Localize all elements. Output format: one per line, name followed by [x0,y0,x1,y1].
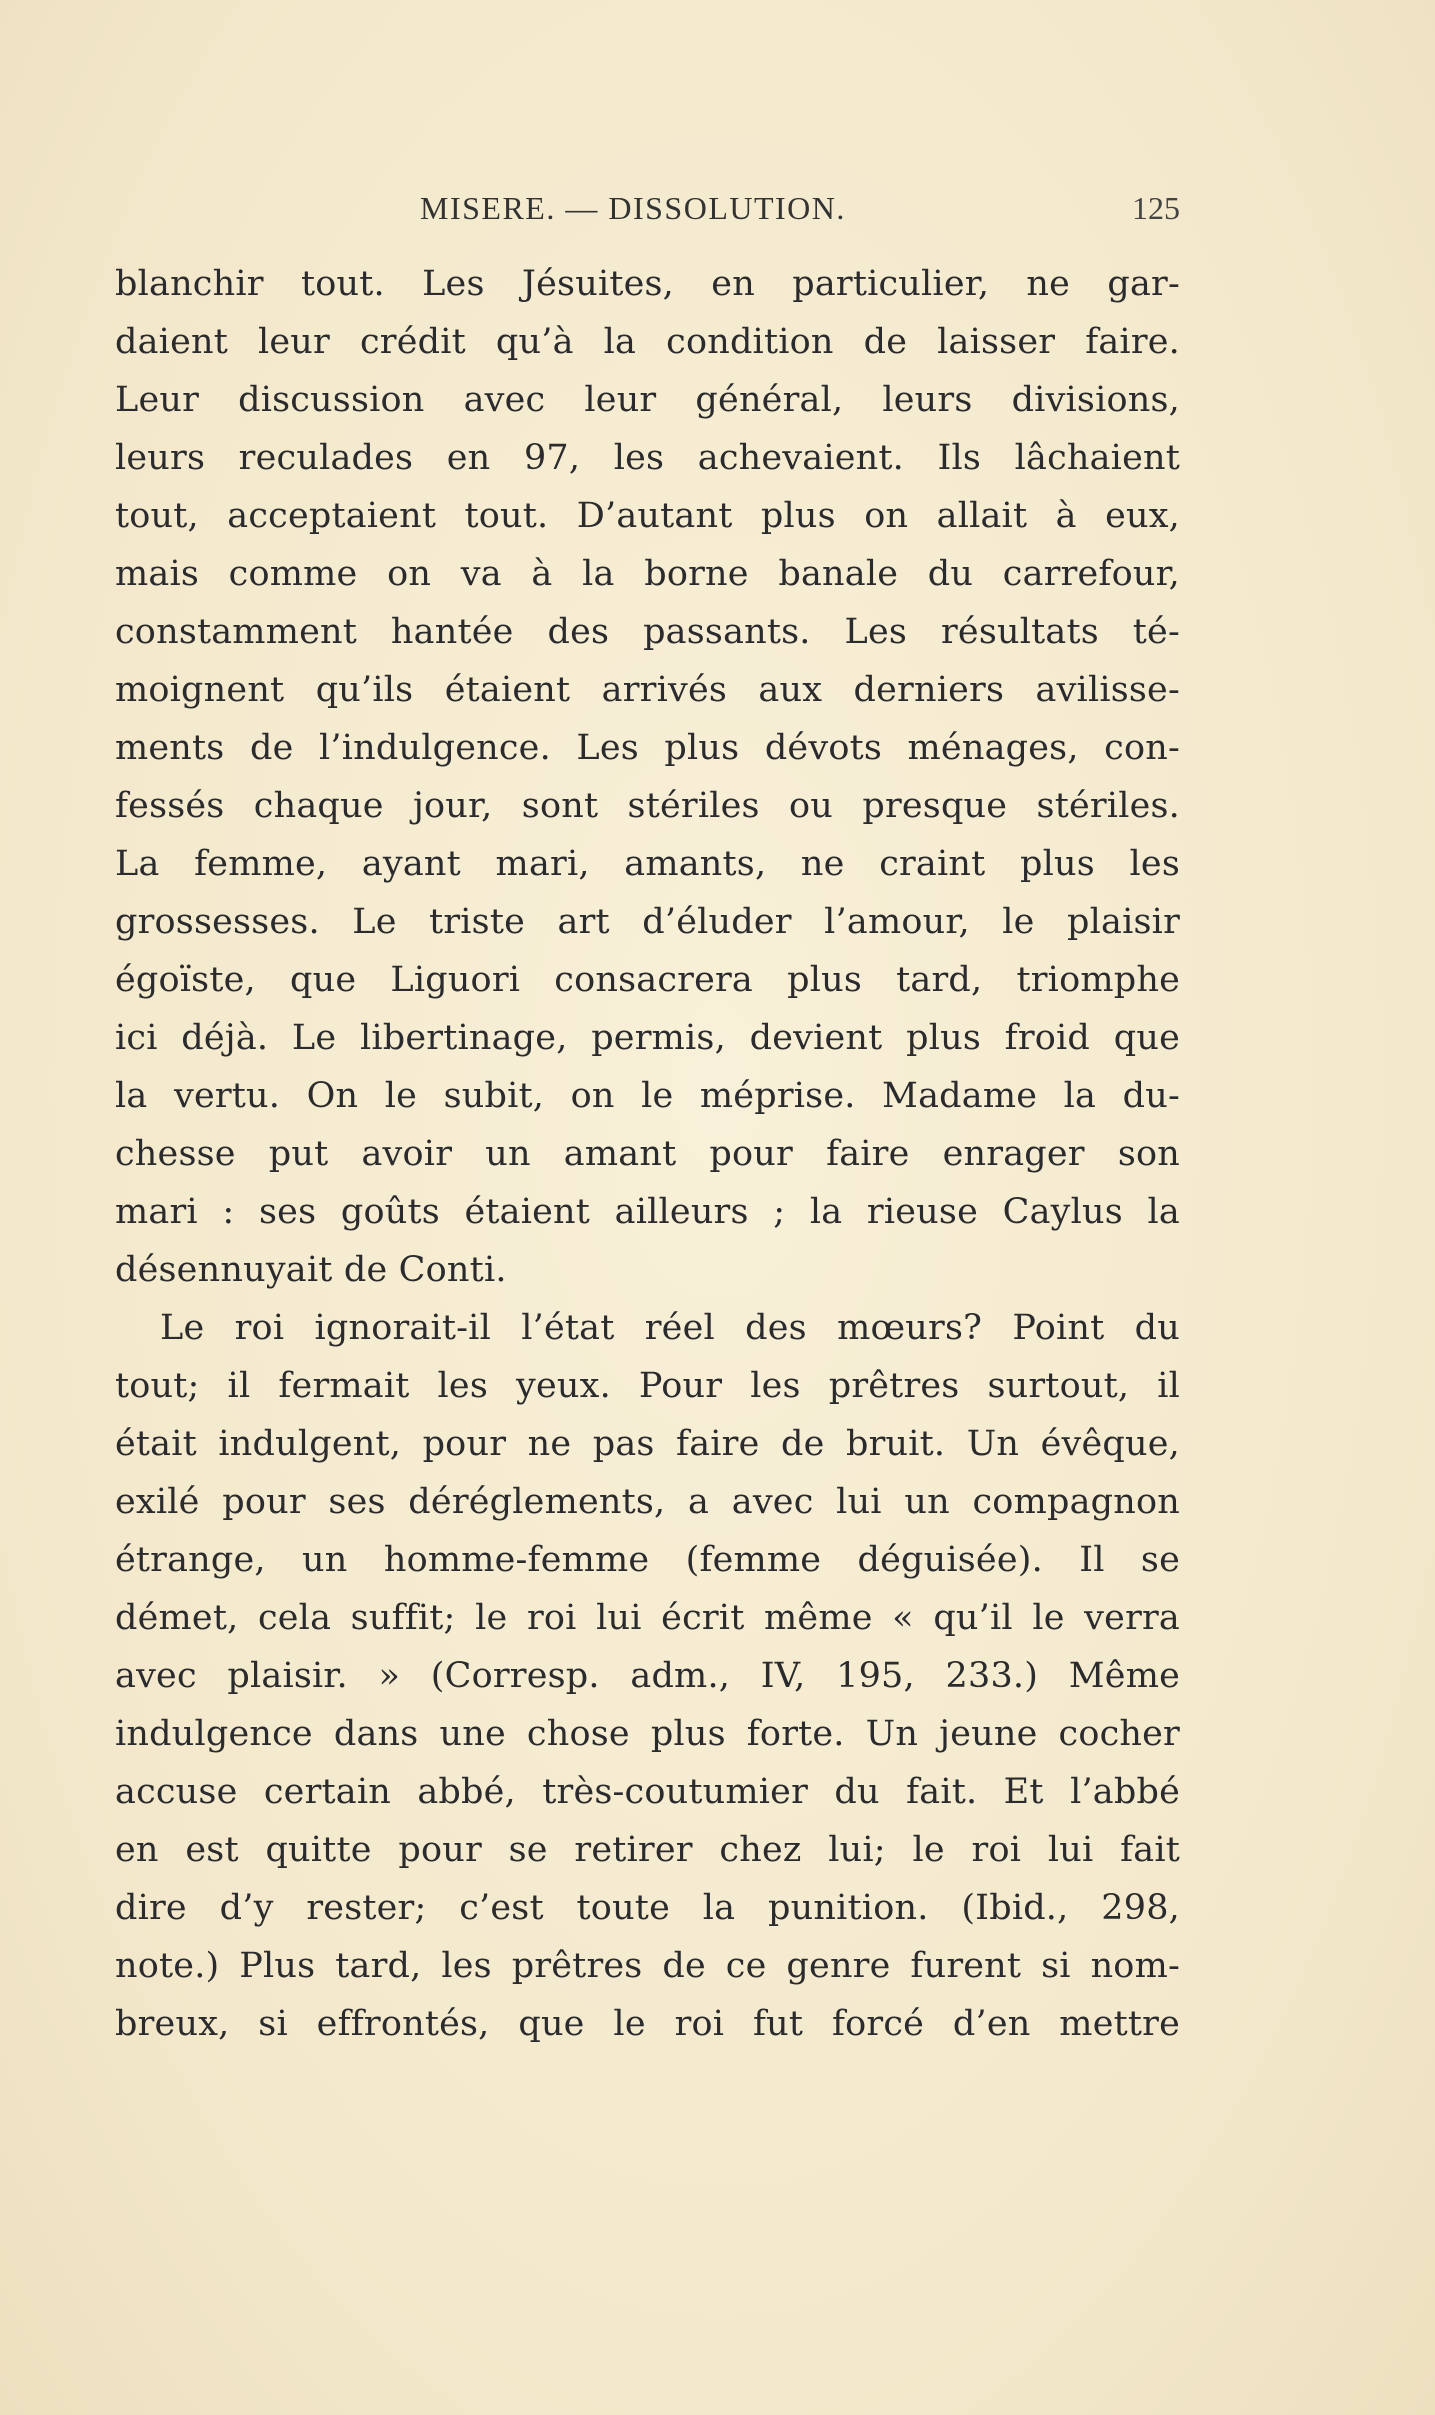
text-line: exilé pour ses déréglements, a avec lui un compagnon [115,1482,1180,1522]
text-line: leurs reculades en 97, les achevaient. Ils lâchaient [115,438,1180,478]
text-line: moignent qu’ils étaient arrivés aux derniers avilisse- [115,670,1180,710]
text-line: breux, si effrontés, que le roi fut forcé d’en mettre [115,2004,1180,2044]
running-title: MISERE. — DISSOLUTION. [420,190,846,226]
text-line: la vertu. On le subit, on le méprise. Madame la du- [115,1076,1180,1116]
text-line: accuse certain abbé, très-coutumier du fait. Et l’abbé [115,1772,1180,1812]
text-line: était indulgent, pour ne pas faire de bruit. Un évêque, [115,1424,1180,1464]
text-line: blanchir tout. Les Jésuites, en particulier, ne gar- [115,264,1180,304]
text-line: daient leur crédit qu’à la condition de laisser faire. [115,322,1180,362]
text-line: Leur discussion avec leur général, leurs divisions, [115,380,1180,420]
text-line: Le roi ignorait-il l’état réel des mœurs? Point du [160,1308,1180,1348]
text-line: chesse put avoir un amant pour faire enrager son [115,1134,1180,1174]
text-line: égoïste, que Liguori consacrera plus tard, triomphe [115,960,1180,1000]
text-line: grossesses. Le triste art d’éluder l’amour, le plaisir [115,902,1180,942]
text-line: indulgence dans une chose plus forte. Un jeune cocher [115,1714,1180,1754]
text-line: La femme, ayant mari, amants, ne craint plus les [115,844,1180,884]
text-line: fessés chaque jour, sont stériles ou presque stériles. [115,786,1180,826]
body-text [115,255,1180,2053]
text-line: ici déjà. Le libertinage, permis, devient plus froid que [115,1018,1180,1058]
text-line: étrange, un homme-femme (femme déguisée). Il se [115,1540,1180,1580]
text-line: en est quitte pour se retirer chez lui; le roi lui fait [115,1830,1180,1870]
text-line: tout; il fermait les yeux. Pour les prêtres surtout, il [115,1366,1180,1406]
text-line: démet, cela suffit; le roi lui écrit même « qu’il le verra [115,1598,1180,1638]
text-line: dire d’y rester; c’est toute la punition. (Ibid., 298, [115,1888,1180,1928]
text-line: constamment hantée des passants. Les résultats té- [115,612,1180,652]
text-line: ments de l’indulgence. Les plus dévots ménages, con- [115,728,1180,768]
page-number: 125 [1132,190,1180,226]
text-line: note.) Plus tard, les prêtres de ce genre furent si nom- [115,1946,1180,1986]
text-line: mari : ses goûts étaient ailleurs ; la rieuse Caylus la [115,1192,1180,1232]
text-line: tout, acceptaient tout. D’autant plus on allait à eux, [115,496,1180,536]
running-head [115,190,1180,238]
text-line: avec plaisir. » (Corresp. adm., IV, 195, 233.) Même [115,1656,1180,1696]
text-line: désennuyait de Conti. [115,1250,507,1290]
text-line: mais comme on va à la borne banale du carrefour, [115,554,1180,594]
